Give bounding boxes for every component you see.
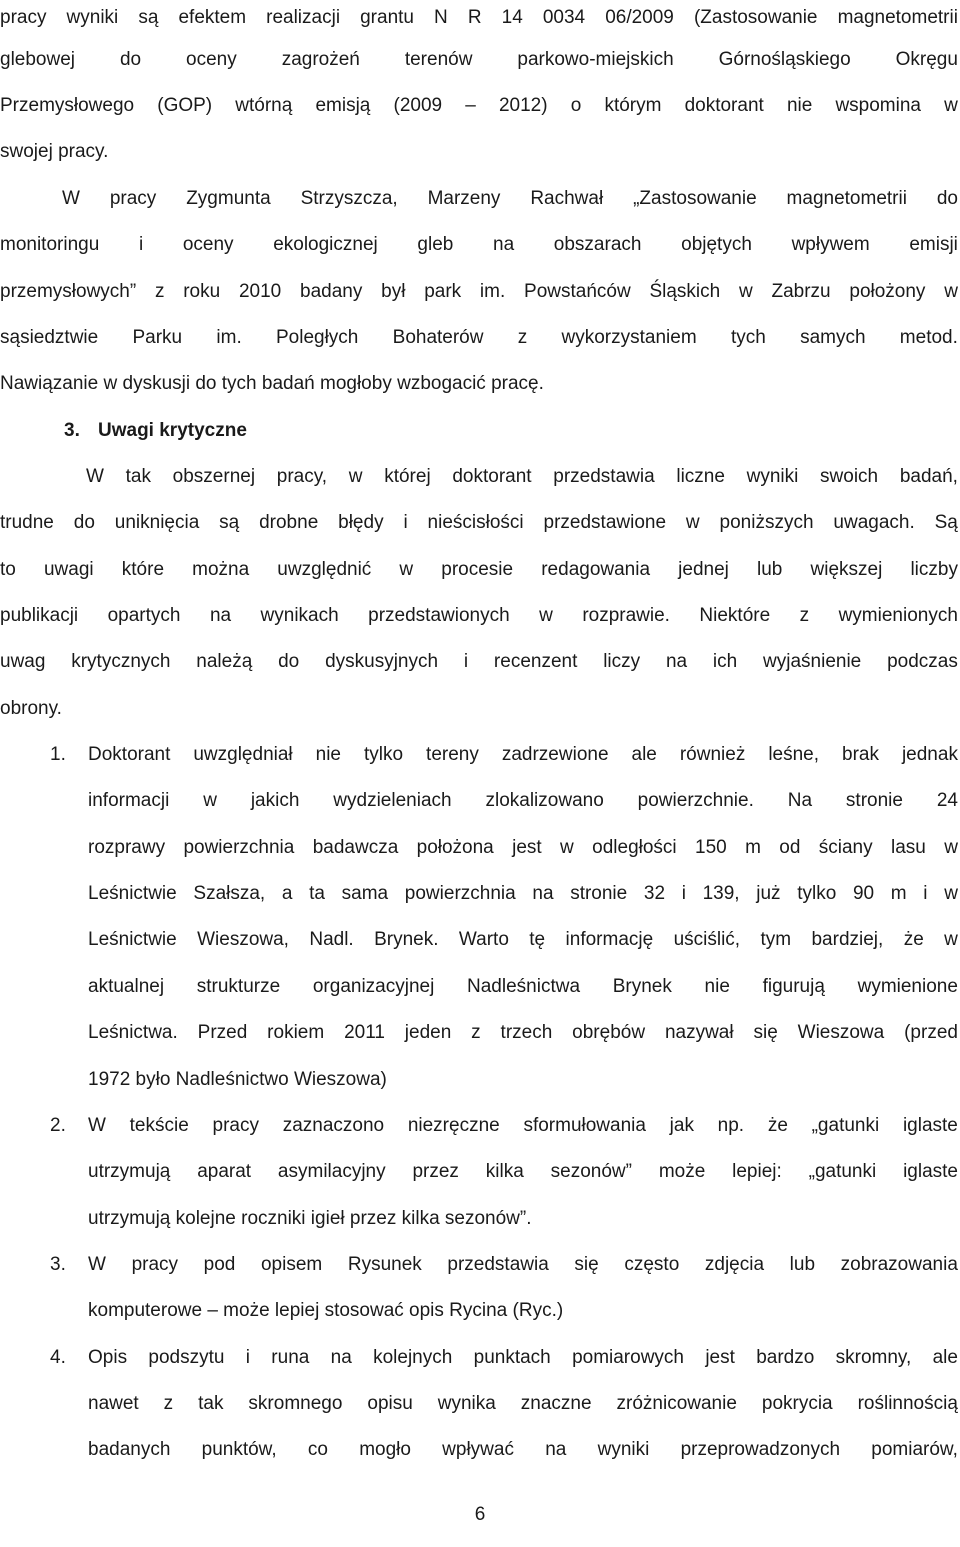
text-line: pracy wyniki są efektem realizacji grantu N R 14 0034 06/2009 (Zastosowanie magnetometrii (0, 7, 958, 28)
text-line: trudne do uniknięcia są drobne błędy i nieścisłości przedstawione w poniższych uwagach. Są (0, 512, 958, 533)
list-item-line: aktualnej strukturze organizacyjnej Nadleśnictwa Brynek nie figurują wymienione (88, 976, 958, 997)
text-line: to uwagi które można uwzględnić w procesie redagowania jednej lub większej liczby (0, 559, 958, 580)
text-line: glebowej do oceny zagrożeń terenów parkowo-miejskich Górnośląskiego Okręgu (0, 49, 958, 70)
list-item-number: 4. (50, 1347, 66, 1368)
section-title: Uwagi krytyczne (98, 420, 247, 441)
list-item-number: 2. (50, 1115, 66, 1136)
list-item-line: nawet z tak skromnego opisu wynika znaczne zróżnicowanie pokrycia roślinnością (88, 1393, 958, 1414)
list-item-line: rozprawy powierzchnia badawcza położona jest w odległości 150 m od ściany lasu w (88, 837, 958, 858)
list-item-line: Leśnictwa. Przed rokiem 2011 jeden z trzech obrębów nazywał się Wieszowa (przed (88, 1022, 958, 1043)
list-item-line: Leśnictwie Wieszowa, Nadl. Brynek. Warto tę informację uściślić, tym bardziej, że w (88, 929, 958, 950)
list-item-number: 1. (50, 744, 66, 765)
text-line: sąsiedztwie Parku im. Poległych Bohaterów z wykorzystaniem tych samych metod. (0, 327, 958, 348)
text-line: W tak obszernej pracy, w której doktorant przedstawia liczne wyniki swoich badań, (86, 466, 958, 487)
list-item-line: Doktorant uwzględniał nie tylko tereny zadrzewione ale również leśne, brak jednak (88, 744, 958, 765)
list-item-line: utrzymują kolejne roczniki igieł przez kilka sezonów”. (88, 1208, 532, 1229)
text-line: swojej pracy. (0, 141, 109, 162)
page-number: 6 (474, 1504, 486, 1525)
list-item-line: Opis podszytu i runa na kolejnych punktach pomiarowych jest bardzo skromny, ale (88, 1347, 958, 1368)
list-item-line: utrzymują aparat asymilacyjny przez kilka sezonów” może lepiej: „gatunki iglaste (88, 1161, 958, 1182)
list-item-line: informacji w jakich wydzieleniach zlokalizowano powierzchnie. Na stronie 24 (88, 790, 958, 811)
list-item-line: W tekście pracy zaznaczono niezręczne sformułowania jak np. że „gatunki iglaste (88, 1115, 958, 1136)
text-line: monitoringu i oceny ekologicznej gleb na obszarach objętych wpływem emisji (0, 234, 958, 255)
list-item-number: 3. (50, 1254, 66, 1275)
text-line: publikacji opartych na wynikach przedstawionych w rozprawie. Niektóre z wymienionych (0, 605, 958, 626)
text-line: przemysłowych” z roku 2010 badany był park im. Powstańców Śląskich w Zabrzu położony w (0, 281, 958, 302)
text-line: W pracy Zygmunta Strzyszcza, Marzeny Rachwał „Zastosowanie magnetometrii do (62, 188, 958, 209)
list-item-line: 1972 było Nadleśnictwo Wieszowa) (88, 1069, 387, 1090)
text-line: uwag krytycznych należą do dyskusyjnych i recenzent liczy na ich wyjaśnienie podczas (0, 651, 958, 672)
list-item-line: komputerowe – może lepiej stosować opis Rycina (Ryc.) (88, 1300, 564, 1321)
text-line: Nawiązanie w dyskusji do tych badań mogłoby wzbogacić pracę. (0, 373, 544, 394)
list-item-line: Leśnictwie Szałsza, a ta sama powierzchnia na stronie 32 i 139, już tylko 90 m i w (88, 883, 958, 904)
list-item-line: W pracy pod opisem Rysunek przedstawia się często zdjęcia lub zobrazowania (88, 1254, 958, 1275)
text-line: obrony. (0, 698, 62, 719)
text-line: Przemysłowego (GOP) wtórną emisją (2009 – 2012) o którym doktorant nie wspomina w (0, 95, 958, 116)
section-number: 3. (64, 420, 80, 441)
list-item-line: badanych punktów, co mogło wpływać na wyniki przeprowadzonych pomiarów, (88, 1439, 958, 1460)
